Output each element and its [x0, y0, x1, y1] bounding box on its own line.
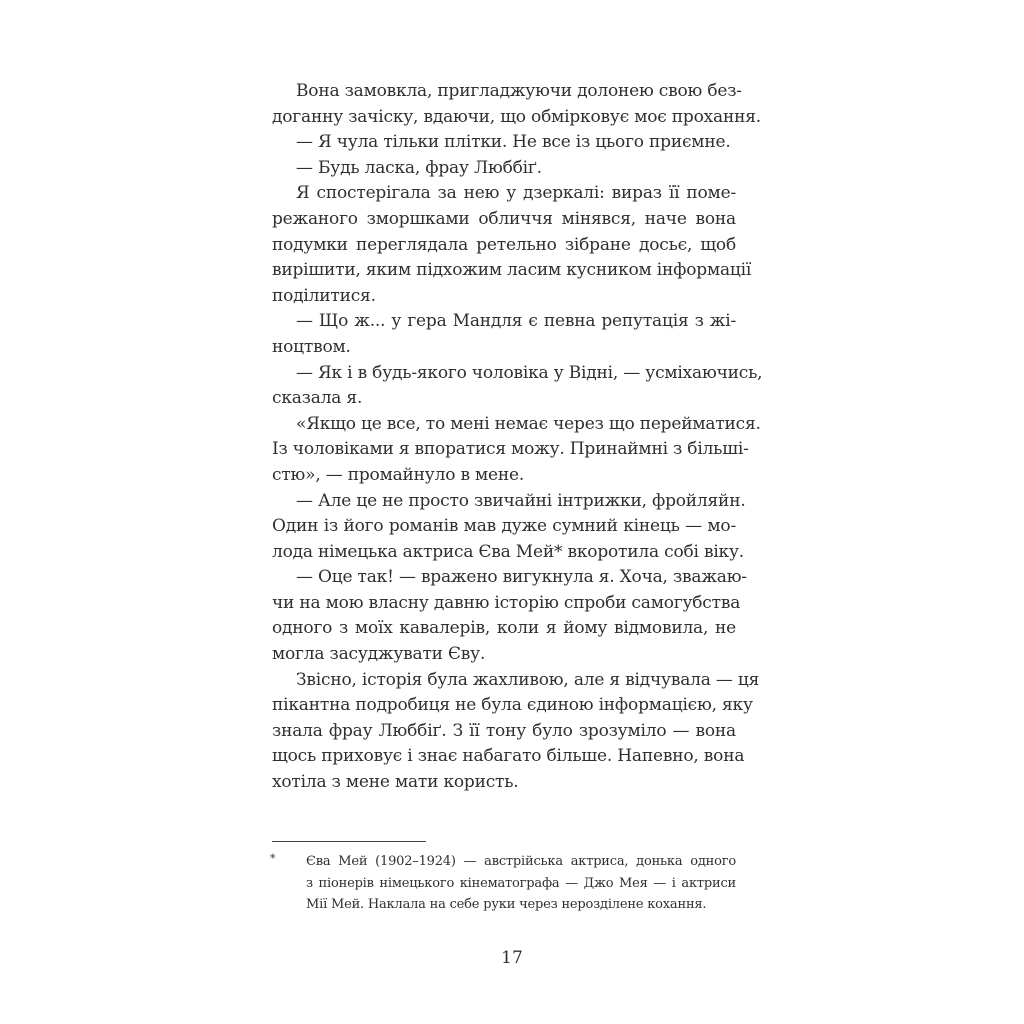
body-text — [272, 79, 763, 796]
text-line: стю», — промайнуло в мене. — [272, 464, 525, 485]
text-line: Звісно, історія була жахливою, але я відчувала — ця — [296, 669, 760, 690]
footnote-line: Єва Мей (1902–1924) — австрійська актриса, донька одного — [306, 854, 736, 869]
footnote-marker: * — [270, 852, 276, 865]
text-line: поділитися. — [272, 285, 376, 306]
text-line: знала фрау Люббіґ. З її тону було зрозуміло — вона — [272, 720, 736, 741]
text-line: — Як і в будь-якого чоловіка у Відні, — усміхаючись, — [296, 362, 763, 383]
text-line: «Якщо це все, то мені немає через що перейматися. — [296, 413, 761, 434]
text-line: чи на мою власну давню історію спроби самогубства — [272, 592, 741, 613]
text-line: Один із його романів мав дуже сумний кінець — мо- — [272, 516, 736, 537]
text-line: подумки переглядала ретельно зібране досьє, щоб — [272, 234, 736, 255]
text-line: — Що ж... у гера Мандля є певна репутація з жі- — [296, 311, 736, 332]
text-line: — Оце так! — вражено вигукнула я. Хоча, зважаю- — [296, 567, 747, 588]
text-line: щось приховує і знає набагато більше. Напевно, вона — [272, 746, 745, 767]
footnote-text — [306, 851, 736, 916]
footnote-separator — [272, 841, 426, 842]
footnote-line: Мії Мей. Наклала на себе руки через нерозділене кохання. — [306, 897, 707, 912]
text-line: режаного зморшками обличчя мінявся, наче вона — [272, 208, 736, 229]
text-line: ноцтвом. — [272, 336, 351, 357]
text-line: лода німецька актриса Єва Мей* вкоротила собі віку. — [272, 541, 744, 562]
footnote-line: з піонерів німецького кінематографа — Джо Мея — і актриси — [306, 875, 736, 891]
text-line: Я спостерігала за нею у дзеркалі: вираз її поме- — [296, 183, 736, 204]
text-line: доганну зачіску, вдаючи, що обмірковує моє прохання. — [272, 106, 761, 127]
text-line: сказала я. — [272, 388, 363, 409]
page-number: 17 — [501, 948, 523, 968]
text-line: Із чоловіками я впоратися можу. Принаймні з більші- — [272, 439, 749, 460]
text-line: хотіла з мене мати користь. — [272, 772, 519, 793]
text-line: — Я чула тільки плітки. Не все із цього приємне. — [296, 132, 731, 153]
text-line: Вона замовкла, пригладжуючи долонею свою без- — [296, 81, 742, 101]
text-line: пікантна подробиця не була єдиною інформацією, яку — [272, 695, 753, 716]
text-line: могла засуджувати Єву. — [272, 644, 486, 665]
text-line: одного з моїх кавалерів, коли я йому відмовила, не — [272, 618, 736, 639]
text-line: вирішити, яким підхожим ласим кусником інформації — [272, 260, 752, 281]
text-line: — Але це не просто звичайні інтрижки, фройляйн. — [296, 490, 746, 511]
text-line: — Будь ласка, фрау Люббіґ. — [296, 157, 542, 178]
